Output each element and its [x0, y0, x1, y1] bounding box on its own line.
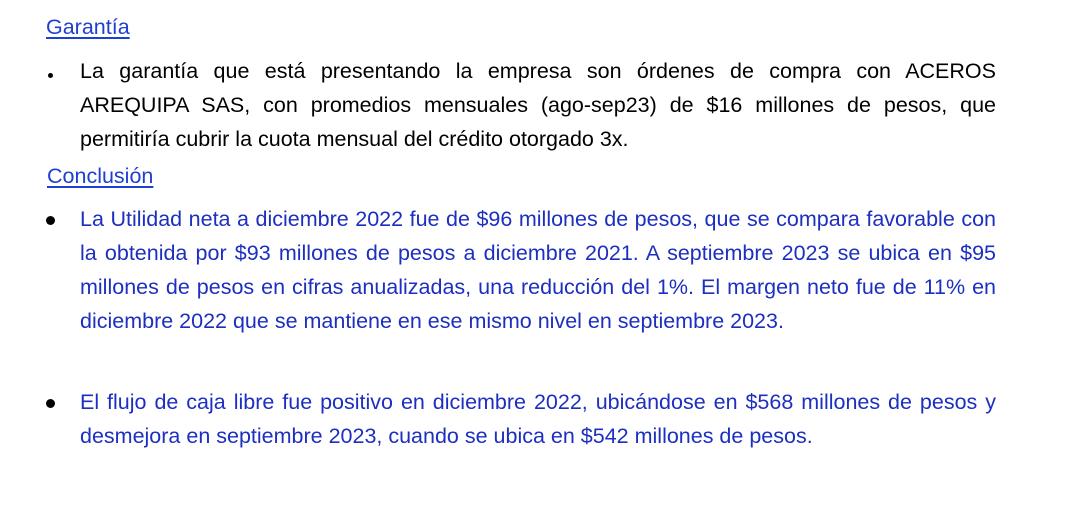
- garantia-paragraph: La garantía que está presentando la empresa son órdenes de compra con ACEROS AREQUIPA SAS, con promedios mensuales (ago-sep23) de $16 millones de pesos, que permitiría cubrir la cuota mensual del crédito otorgado 3x.: [80, 59, 996, 151]
- conclusion-paragraph-1: La Utilidad neta a diciembre 2022 fue de $96 millones de pesos, que se compara favorable con la obtenida por $93 millones de pesos a diciembre 2021. A septiembre 2023 se ubica en $95 millones de pesos en cifras anualizadas, una reducción del 1%. El margen neto fue de 11% en diciembre 2022 que se mantiene en ese mismo nivel en septiembre 2023.: [80, 207, 996, 333]
- bullet-marker: [38, 62, 62, 78]
- large-bullet-icon: [46, 399, 55, 408]
- conclusion-paragraph-2: El flujo de caja libre fue positivo en diciembre 2022, ubicándose en $568 millones de pesos y desmejora en septiembre 2023, cuando se ubica en $542 millones de pesos.: [80, 390, 996, 448]
- small-bullet-icon: [48, 73, 53, 78]
- section-heading-conclusion: Conclusión: [47, 164, 154, 188]
- bullet-marker: [38, 204, 62, 225]
- bullet-marker: [38, 387, 62, 408]
- large-bullet-icon: [46, 216, 55, 225]
- section-heading-garantia: Garantía: [46, 15, 130, 39]
